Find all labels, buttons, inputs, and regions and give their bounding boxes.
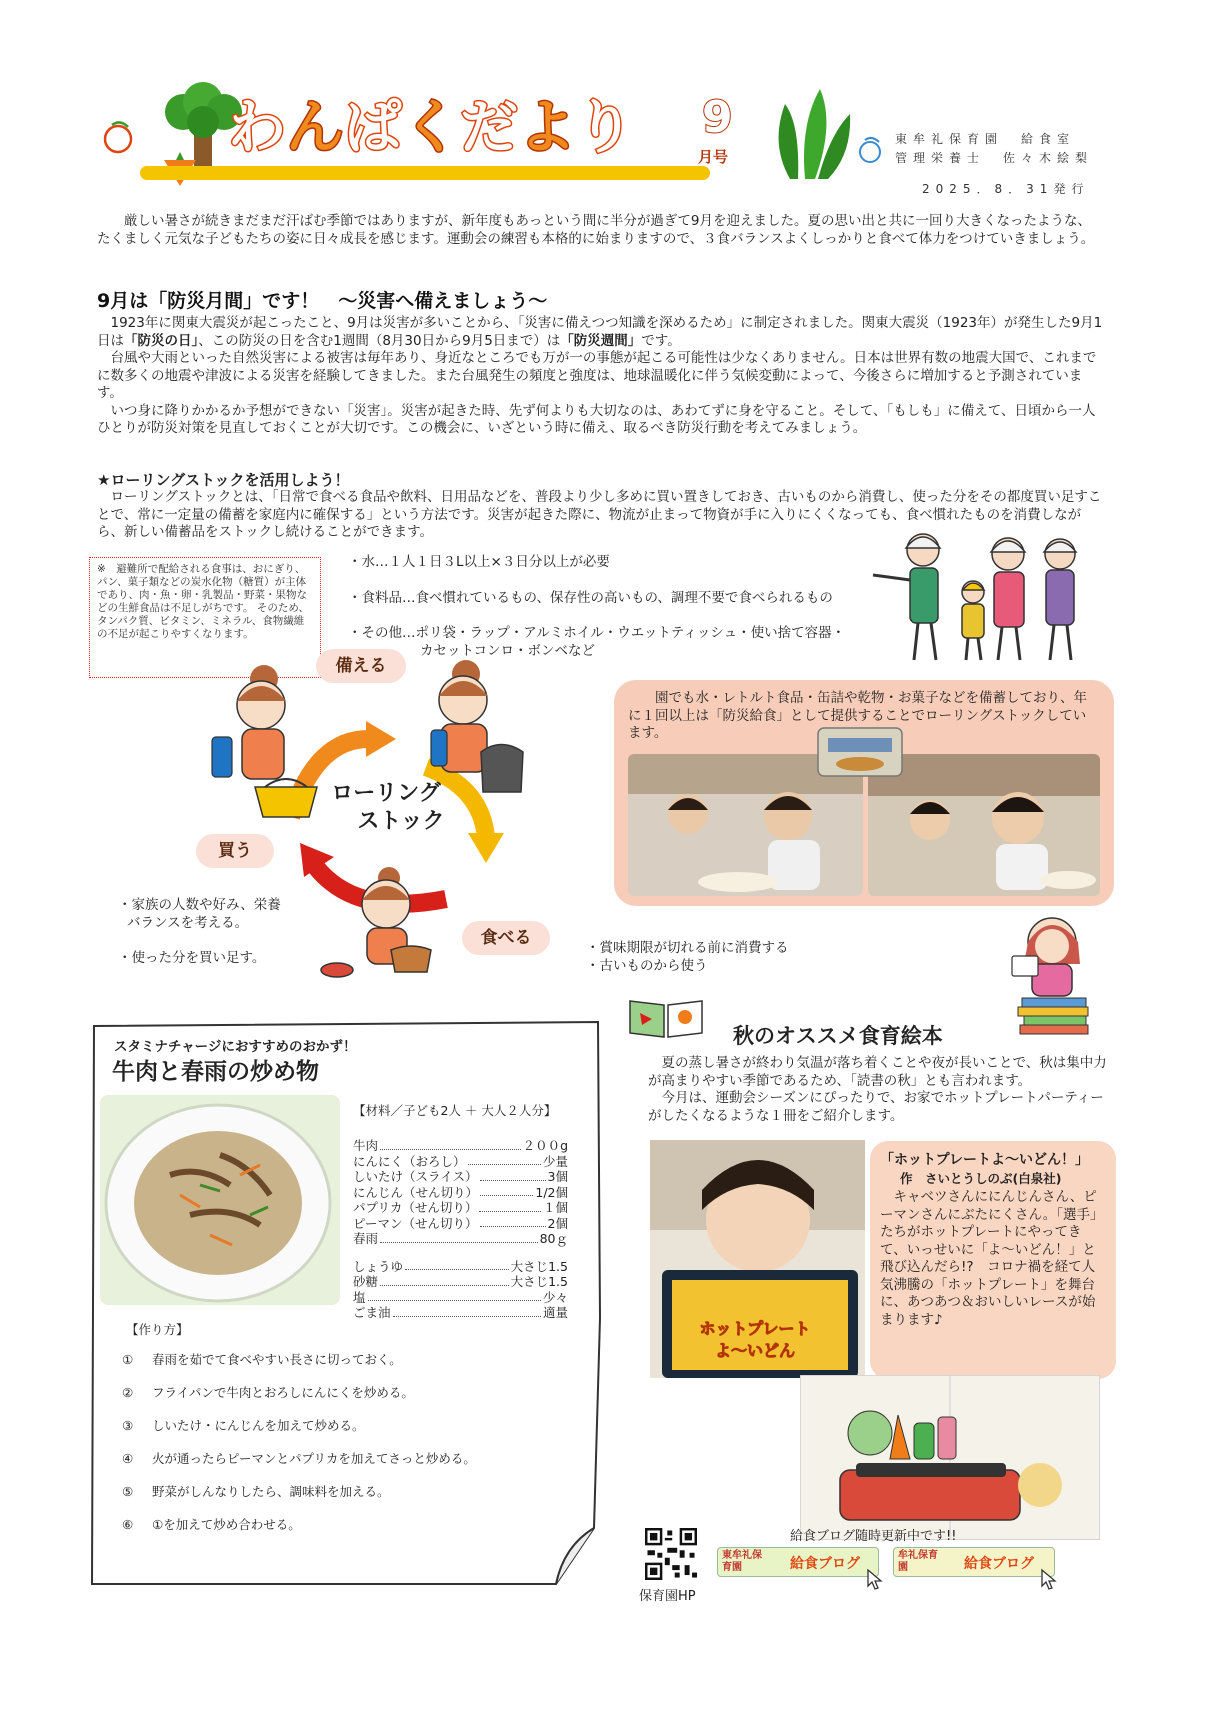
- eat-bubble: 食べる: [462, 921, 550, 955]
- step-text: しいたけ・にんじんを加えて炒める。: [152, 1418, 365, 1433]
- author-line: 管理栄養士 佐々木絵梨: [895, 151, 1094, 165]
- item-amount: 2個: [547, 1215, 568, 1231]
- book-cover-title: [690, 1318, 820, 1362]
- leader-dots: [480, 1216, 546, 1228]
- step-number: ①: [122, 1352, 134, 1367]
- evacuation-family-illustration: [868, 520, 1108, 670]
- emergency-food-package-icon: [814, 720, 906, 780]
- title-char: だ: [460, 93, 519, 161]
- ingredient-rows: [353, 1138, 568, 1247]
- seasoning-rows: [353, 1259, 568, 1321]
- item-amount: 3個: [547, 1169, 568, 1184]
- item-name: しいたけ（スライス）: [353, 1169, 478, 1184]
- method-step: [122, 1418, 592, 1434]
- book-intro-p2: 今月は、運動会シーズンにぴったりで、お家でホットプレートパーティーがしたくなるような１冊をご紹介します。: [648, 1090, 1104, 1124]
- ingredients-list: [353, 1138, 568, 1321]
- item-amount: 適量: [542, 1305, 568, 1320]
- item-name: 塩: [353, 1289, 366, 1305]
- method-step: [122, 1385, 592, 1401]
- recipe-dish-photo: [100, 1095, 340, 1305]
- step-number: ②: [122, 1385, 134, 1400]
- eat-note: ・賞味期限が切れる前に消費する: [586, 940, 789, 956]
- org-line: 東牟礼保育園 給食室: [895, 132, 1076, 146]
- list-item: ・その他…ポリ袋・ラップ・アルミホイル・ウエットティッシュ・使い捨て容器・: [348, 625, 846, 641]
- mother-illustration: [206, 657, 316, 797]
- buy-note: ・使った分を買い足す。: [118, 950, 266, 966]
- title: [228, 92, 634, 162]
- tomato-icon: [100, 117, 140, 157]
- buy-note: バランスを考える。: [127, 914, 249, 931]
- leader-dots: [393, 1305, 541, 1317]
- issue-suffix: 月号: [698, 148, 729, 166]
- ingredient-row: [353, 1169, 568, 1185]
- date-line: 2025．8．31発行: [922, 182, 1090, 196]
- leader-dots: [380, 1231, 538, 1243]
- child-eating-illustration: [311, 862, 451, 982]
- blog-button-org: 東牟礼保育園: [722, 1550, 762, 1573]
- item-name: 春雨: [353, 1231, 379, 1246]
- step-number: ⑤: [122, 1484, 134, 1499]
- step-text: フライパンで牛肉とおろしにんにくを炒める。: [152, 1385, 414, 1400]
- leader-dots: [405, 1259, 509, 1271]
- step-text: ①を加えて炒め合わせる。: [152, 1517, 301, 1532]
- ingredient-row: [353, 1138, 568, 1154]
- disaster-p2: 台風や大雨といった自然災害による被害は毎年あり、身近なところでも万が一の事態が起こる可能性は少なくありません。日本は世界有数の地震大国で、これまでに数多くの地震や津波による災害を経験してきました。また台風発生の頻度と強度は、地球温暖化に伴う気候変動によって、今後さらに増加すると予測されています。: [97, 350, 1097, 401]
- item-name: にんにく（おろし）: [353, 1153, 466, 1169]
- nursery-stock-panel: [614, 680, 1114, 906]
- step-text: 春雨を茹でて食べやすい長さに切っておく。: [152, 1352, 402, 1367]
- disaster-body: [97, 315, 1104, 438]
- masthead: [100, 82, 820, 192]
- title-char: く: [402, 93, 461, 161]
- method-step: [122, 1451, 592, 1467]
- item-amount: １個: [542, 1200, 568, 1215]
- cycle-center-line: ストック: [357, 809, 445, 834]
- title-char: り: [576, 93, 635, 161]
- method-step: [122, 1352, 592, 1368]
- item-name: 牛肉: [353, 1138, 379, 1153]
- book-description: キャベツさんににんじんさん、ピーマンさんにぶたにくさん。「選手」たちがホットプレートにやってきて、いっせいに「よ～いどん！」と飛び込んだら!? コロナ禍を経て人気沸騰の「ホットプレート」を舞台に、あつあつ＆おいしいレースが始まります♪: [880, 1189, 1104, 1328]
- leader-dots: [380, 1274, 509, 1286]
- seasoning-row: [353, 1259, 568, 1275]
- item-name: パプリカ（せん切り）: [353, 1200, 478, 1215]
- blog-button-org: 牟礼保育園: [898, 1550, 938, 1573]
- spinach-icon: [760, 84, 860, 184]
- cycle-center-line: ローリング: [331, 781, 441, 806]
- title-char: よ: [518, 93, 577, 161]
- seasoning-row: [353, 1305, 568, 1321]
- step-text: 野菜がしんなりしたら、調味料を加える。: [152, 1484, 390, 1499]
- blog-button-1[interactable]: [717, 1547, 879, 1577]
- book-spread-photo: [800, 1375, 1100, 1540]
- item-amount: 80ｇ: [539, 1231, 568, 1246]
- step-text: 火が通ったらピーマンとパプリカを加えてさっと炒める。: [152, 1451, 476, 1466]
- ingredient-row: [353, 1154, 568, 1170]
- book-title: 「ホットプレートよ～いどん！」: [880, 1152, 1090, 1168]
- item-name: ごま油: [353, 1305, 391, 1320]
- leader-dots: [480, 1185, 533, 1197]
- book-intro-p1: 夏の蒸し暑さが終わり気温が落ち着くことや夜が長いことで、秋は集中力が高まりやすい季節であるため、「読書の秋」とも言われます。: [648, 1055, 1107, 1089]
- blog-notice: 給食ブログ随時更新中です!!: [790, 1529, 957, 1544]
- list-item: ・水…１人１日３L以上×３日分以上が必要: [348, 554, 610, 570]
- method-step: [122, 1484, 592, 1500]
- eat-notes: [586, 940, 789, 975]
- prepare-bubble: 備える: [316, 649, 406, 683]
- ingredient-row: [353, 1185, 568, 1201]
- book-author: 作 さいとうしのぶ(白泉社): [900, 1171, 1062, 1186]
- disaster-p1-text: 、この防災の日を含む1週間（8月30日から9月5日まで）は: [198, 332, 561, 349]
- book-info-panel: [870, 1141, 1116, 1379]
- open-book-icon: [626, 995, 706, 1039]
- item-amount: 大さじ1.5: [510, 1258, 568, 1274]
- blog-button-label: 給食ブログ: [964, 1556, 1034, 1572]
- item-amount: ２００g: [522, 1138, 568, 1153]
- seasoning-row: [353, 1290, 568, 1306]
- disaster-p1-text: 1923年に関東大震災が起こったこと、9月は災害が多いことから、「災害に備えつつ知識を深めるため」に制定されました。関東大震災（1923年）が発生した9月1日は: [97, 315, 1103, 349]
- book-intro: [648, 1055, 1108, 1125]
- disaster-p3: いつ身に降りかかるか予想ができない「災害」。災害が起きた時、先ず何よりも大切なのは、あわてずに身を守ること。そして、「もしも」に備えて、日頃から一人ひとりが防災対策を見直しておくことが大切です。この機会に、いざという時に備え、取るべき防災行動を考えてみましょう。: [97, 402, 1096, 436]
- buy-notes: [118, 897, 281, 968]
- shelter-note: ※ 避難所で配給される食事は、おにぎり、パン、菓子類などの炭水化物（糖質）が主体であり、肉・魚・卵・乳製品・野菜・果物などの生鮮食品は不足しがちです。 そのため、タンパク質、ビタミン、ミネラル、食物繊維の不足が起こりやすくなります。: [89, 557, 321, 678]
- ingredients-header: 【材料／子ども2人 ＋ 大人２人分】: [353, 1103, 557, 1118]
- qr-code-icon[interactable]: [645, 1528, 697, 1580]
- cover-line: よ～いどん: [714, 1341, 795, 1360]
- title-char: ん: [286, 93, 345, 161]
- list-item: カセットコンロ・ボンベなど: [420, 642, 595, 659]
- disaster-p1: [97, 315, 1104, 350]
- item-amount: 1/2個: [535, 1184, 568, 1200]
- leader-dots: [380, 1138, 521, 1150]
- item-amount: 少々: [542, 1289, 568, 1305]
- recipe-title: 牛肉と春雨の炒め物: [112, 1059, 319, 1085]
- item-name: にんじん（せん切り）: [353, 1184, 479, 1200]
- title-char: わ: [228, 93, 287, 161]
- ingredient-row: [353, 1231, 568, 1247]
- disaster-p1-text: です。: [641, 332, 681, 349]
- tomato-outline-icon: [855, 135, 889, 165]
- cycle-center-label: [306, 780, 466, 836]
- item-amount: 大さじ1.5: [510, 1274, 568, 1289]
- item-name: しょうゆ: [353, 1258, 404, 1274]
- method-step: [122, 1517, 592, 1533]
- eat-note: ・古いものから使う: [586, 957, 708, 974]
- girl-reading-illustration: [1000, 906, 1100, 1036]
- method-header: 【作り方】: [126, 1322, 189, 1337]
- leader-dots: [479, 1200, 541, 1212]
- buy-note: ・家族の人数や好み、栄養: [118, 897, 281, 913]
- cursor-icon: [1040, 1568, 1058, 1590]
- bosai-week: 「防災週間」: [560, 332, 642, 349]
- bosai-day: 「防災の日」: [124, 332, 199, 349]
- ground-stripe: [140, 166, 710, 180]
- rolling-body: ローリングストックとは、「日常で食べる食品や飲料、日用品などを、普段より少し多めに買い置きしておき、古いものから消費し、使った分をその都度買い足すことで、常に一定量の備蓄を家庭内に確保する」という方法です。災害が起きた際に、物流が止まって物資が手に入りにくくなっても、食べ慣れたものを消費しながら、新しい備蓄品をストックし続けることができます。: [97, 489, 1102, 540]
- cover-line: ホットプレート: [699, 1319, 811, 1338]
- hp-label: 保育園HP: [639, 1589, 696, 1604]
- leader-dots: [368, 1290, 541, 1302]
- stock-list: [348, 554, 868, 660]
- item-name: ピーマン（せん切り）: [353, 1215, 478, 1231]
- intro-paragraph: 厳しい暑さが続きまだまだ汗ばむ季節ではありますが、新年度もあっという間に半分が過ぎて9月を迎えました。夏の思い出と共に一回り大きくなったような、たくましく元気な子どもたちの姿に日々成長を感じます。運動会の練習も本格的に始まりますので、３食バランスよくしっかりと食べて体力をつけていきましょう。: [97, 213, 1095, 247]
- ingredient-row: [353, 1216, 568, 1232]
- buy-bubble: 買う: [196, 834, 274, 868]
- step-number: ③: [122, 1418, 134, 1433]
- disaster-heading: 9月は「防災月間」です！ ～災害へ備えましょう～: [97, 290, 548, 312]
- item-name: 砂糖: [353, 1274, 379, 1289]
- method-steps: [122, 1352, 592, 1550]
- recipe-tagline: スタミナチャージにおすすめのおかず！: [114, 1039, 357, 1055]
- seasoning-row: [353, 1274, 568, 1290]
- issue-number: 9: [702, 92, 733, 143]
- blog-button-label: 給食ブログ: [790, 1556, 860, 1572]
- title-char: ぱ: [344, 93, 403, 161]
- blog-button-2[interactable]: [893, 1547, 1055, 1577]
- ingredient-row: [353, 1200, 568, 1216]
- book-heading: 秋のオススメ食育絵本: [733, 1024, 943, 1048]
- nursery-stock-text: 園でも水・レトルト食品・缶詰や乾物・お菓子などを備蓄しており、年に１回以上は「防災給食」として提供することでローリングストックしています。: [628, 690, 1087, 741]
- step-number: ④: [122, 1451, 134, 1466]
- cursor-icon: [866, 1568, 884, 1590]
- leader-dots: [480, 1169, 546, 1181]
- rolling-heading: ★ローリングストックを活用しよう！: [97, 471, 350, 489]
- step-number: ⑥: [122, 1517, 134, 1532]
- leader-dots: [468, 1154, 541, 1166]
- list-item: ・食料品…食べ慣れているもの、保存性の高いもの、調理不要で食べられるもの: [348, 589, 833, 606]
- item-amount: 少量: [542, 1153, 568, 1169]
